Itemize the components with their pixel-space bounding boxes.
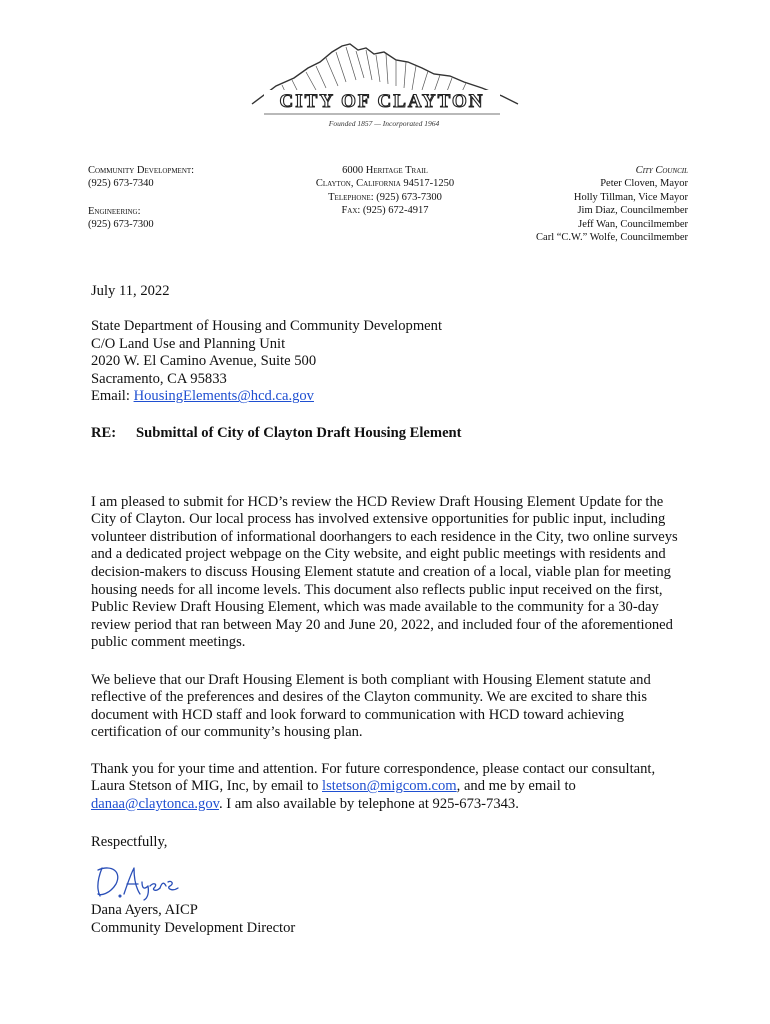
- re-label: RE:: [91, 425, 117, 441]
- council-member: Holly Tillman, Vice Mayor: [573, 191, 688, 203]
- community-development-phone: (925) 673-7340: [88, 178, 154, 190]
- address-city: Clayton, California 94517-1250: [315, 178, 455, 190]
- engineering-label: Engineering:: [88, 205, 141, 217]
- letter-date: July 11, 2022: [91, 283, 170, 299]
- signer-title: Community Development Director: [91, 919, 296, 936]
- body-paragraph-3: [91, 761, 691, 814]
- recipient-line: Sacramento, CA 95833: [91, 370, 227, 387]
- signer-name: Dana Ayers, AICP: [91, 902, 198, 918]
- recipient-line: State Department of Housing and Community Development: [91, 318, 442, 334]
- signer-block: [91, 902, 691, 937]
- engineering-phone: (925) 673-7300: [88, 219, 154, 231]
- council-member: Jeff Wan, Councilmember: [578, 218, 688, 230]
- consultant-email-link[interactable]: lstetson@migcom.com: [322, 778, 457, 795]
- subject-line: [91, 425, 691, 443]
- city-logo: [246, 38, 522, 134]
- letterhead-council: [536, 164, 688, 244]
- recipient-line: C/O Land Use and Planning Unit: [91, 335, 286, 352]
- handwritten-signature: [92, 858, 184, 902]
- council-member: Carl “C.W.” Wolfe, Councilmember: [536, 232, 688, 244]
- logo-city-name: CITY OF CLAYTON: [279, 91, 485, 112]
- address-fax: Fax: (925) 672-4917: [341, 205, 429, 217]
- community-development-label: Community Development:: [88, 165, 195, 176]
- address-telephone: Telephone: (925) 673-7300: [328, 191, 442, 203]
- logo-founded-text: Founded 1857 — Incorporated 1964: [328, 119, 440, 128]
- paragraph-text: Thank you for your time and attention. For future correspondence, please contact our consultant, Laura Stetson of MIG, Inc, by email to: [91, 760, 656, 795]
- body-paragraph-2: We believe that our Draft Housing Element is both compliant with Housing Element statute and reflective of the preferences and desires of the Clayton community. We are excited to share this document with HCD staff and look forward to communication with HCD toward achieving certification of our community’s housing plan.: [91, 671, 651, 741]
- email-label: Email:: [91, 388, 134, 405]
- recipient-email-link[interactable]: HousingElements@hcd.ca.gov: [133, 388, 314, 405]
- paragraph-text: . I am also available by telephone at 925-673-7343.: [218, 795, 519, 812]
- paragraph-text: , and me by email to: [456, 778, 576, 795]
- letterhead-address: [250, 164, 520, 218]
- author-email-link[interactable]: danaa@claytonca.gov: [91, 795, 219, 812]
- council-member: Peter Cloven, Mayor: [600, 178, 688, 190]
- recipient-email-line: [91, 388, 691, 406]
- address-street: 6000 Heritage Trail: [342, 165, 428, 176]
- re-subject: Submittal of City of Clayton Draft Housing Element: [136, 425, 462, 441]
- council-member: Jim Diaz, Councilmember: [577, 205, 688, 217]
- body-paragraph-1: I am pleased to submit for HCD’s review the HCD Review Draft Housing Element Update for the City of Clayton. Our local process has involved extensive opportunities for public input, including volunteer distribution of informational doorhangers to each residence in the City, two online surveys and a dedicated project webpage on the City website, and eight public meetings with residents and decision-makers to discuss Housing Element statute and creation of a local, viable plan for meeting housing needs for all income levels. This document also reflects public input received on the first, Public Review Draft Housing Element, which was made available to the community for a 30-day review period that ran between May 20 and June 20, 2022, and included four of the aforementioned public comment meetings.: [91, 493, 678, 651]
- city-council-title: City Council: [635, 165, 688, 176]
- recipient-line: 2020 W. El Camino Avenue, Suite 500: [91, 353, 317, 370]
- recipient-address: [91, 318, 691, 406]
- closing: Respectfully,: [91, 834, 168, 850]
- letterhead-departments: [88, 164, 194, 232]
